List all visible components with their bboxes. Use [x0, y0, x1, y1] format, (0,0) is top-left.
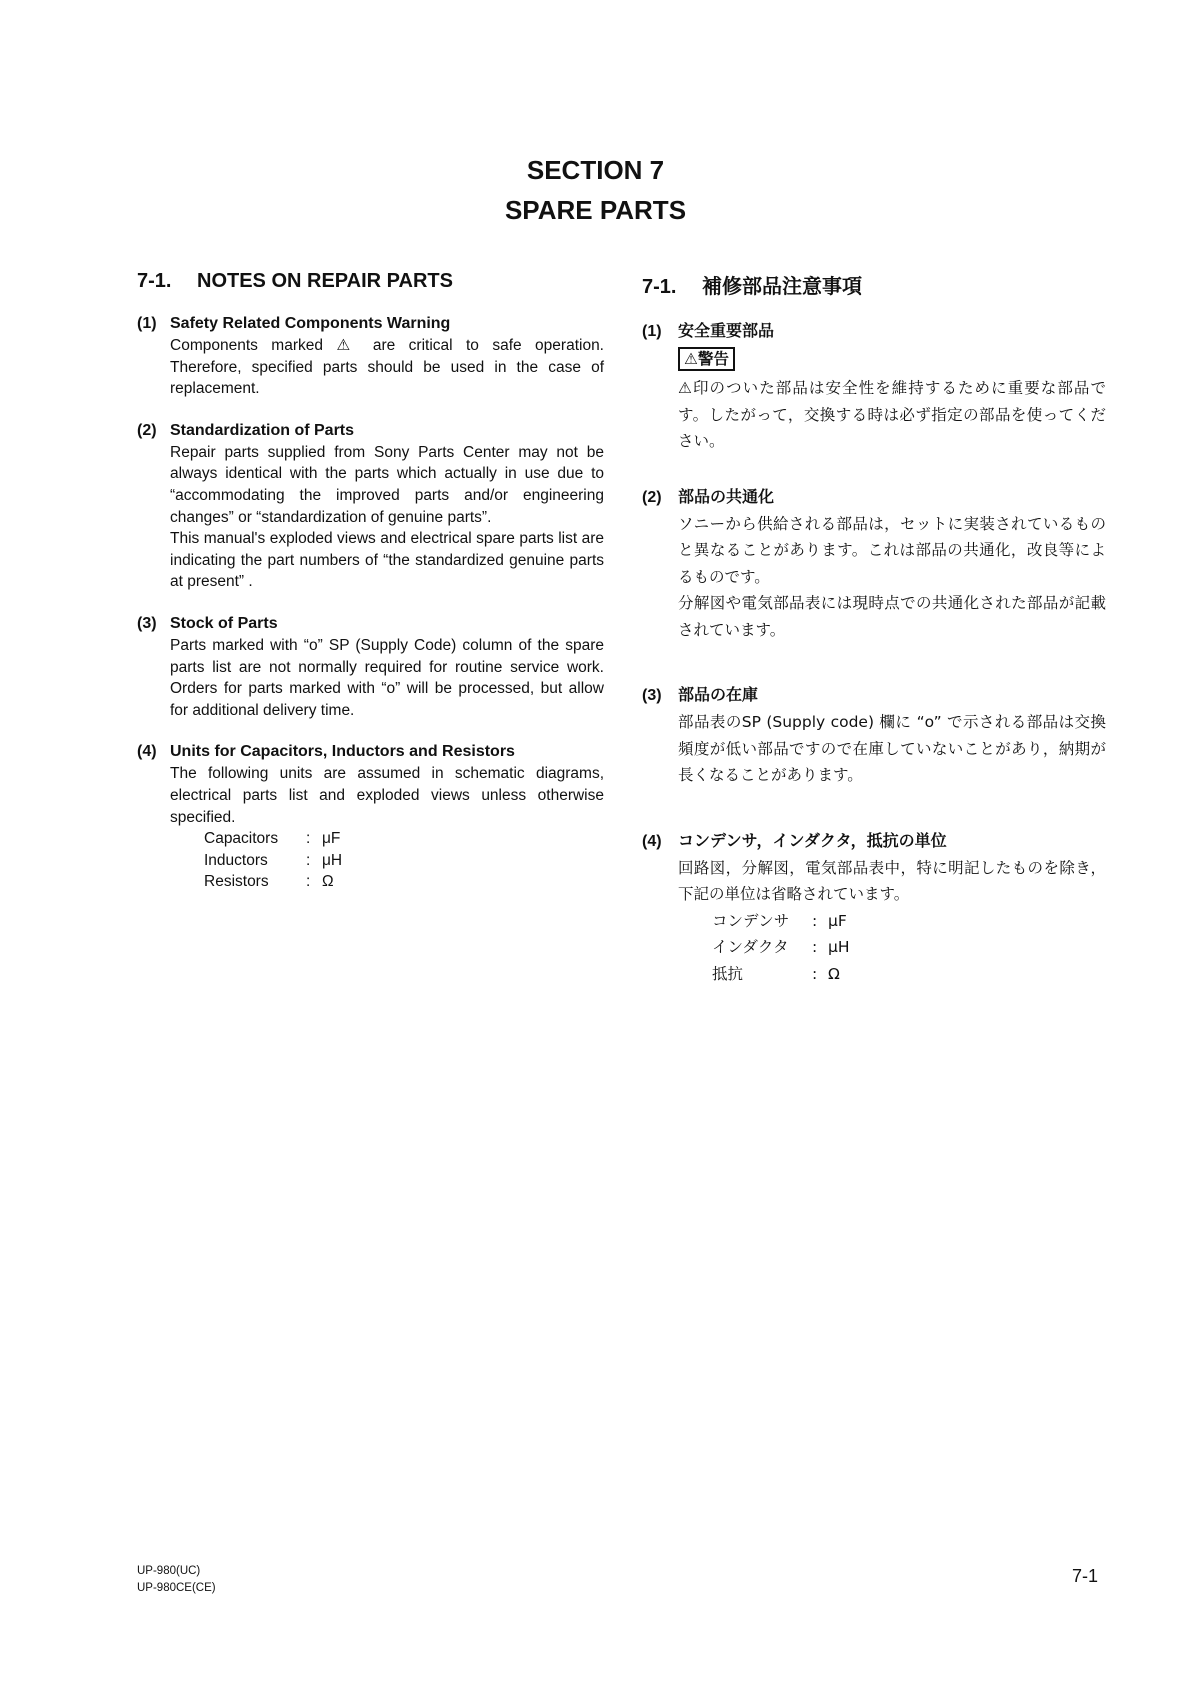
warning-triangle-icon: ⚠ — [684, 350, 698, 368]
item-units: (4) Units for Capacitors, Inductors and Resistors The following units are assumed in schematic diagrams, electrical parts list and exploded views unless otherwise specified. Capacitors : μF Inductors : μH Resistors : Ω — [137, 741, 604, 893]
item-title: 部品の在庫 — [678, 687, 759, 704]
item-safety-ja: (1) 安全重要部品 ⚠警告 ⚠印のついた部品は安全性を維持するために重要な部品です。したがって，交換する時は必ず指定の部品を使ってください。 — [642, 319, 1106, 455]
page-title — [0, 150, 1191, 230]
unit-row: 抵抗 : Ω — [712, 964, 840, 983]
unit-row: Inductors : μH — [204, 851, 343, 869]
warning-triangle-icon: ⚠ — [336, 337, 360, 354]
item-stock-ja: (3) 部品の在庫 部品表のSP (Supply code) 欄に “o” で示される部品は交換頻度が低い部品ですので在庫していないことがあり，納期が長くなることがあります。 — [642, 683, 1106, 789]
japanese-column — [642, 270, 1106, 1027]
units-table — [712, 908, 1106, 988]
item-units-ja: (4) コンデンサ，インダクタ，抵抗の単位 回路図，分解図，電気部品表中，特に明記したものを除き，下記の単位は省略されています。 コンデンサ : μF インダクタ : μH 抵抗 : Ω — [642, 829, 1106, 988]
english-column — [137, 270, 604, 913]
unit-row: インダクタ : μH — [712, 938, 850, 956]
unit-row: Capacitors : μF — [204, 830, 341, 848]
footer-model: UP-980(UC) UP-980CE(CE) — [137, 1565, 216, 1594]
unit-row: Resistors : Ω — [204, 873, 334, 891]
item-stock: (3) Stock of Parts Parts marked with “o” SP (Supply Code) column of the spare parts list are not normally required for routine service work. Orders for parts marked with “o” will be processed, but allow for additional delivery time. — [137, 614, 604, 719]
page-number: 7-1 — [1072, 1566, 1099, 1586]
unit-row: コンデンサ : μF — [712, 911, 847, 930]
section-name-heading: SPARE PARTS — [504, 195, 687, 225]
item-title: Safety Related Components Warning — [170, 315, 451, 332]
section-heading-en: 7-1. NOTES ON REPAIR PARTS — [137, 270, 453, 292]
item-title: Units for Capacitors, Inductors and Resistors — [170, 743, 515, 761]
item-title: コンデンサ，インダクタ，抵抗の単位 — [678, 832, 947, 850]
warning-triangle-icon: ⚠ — [678, 379, 693, 397]
item-title: 安全重要部品 — [678, 323, 775, 340]
item-standardization-ja: (2) 部品の共通化 ソニーから供給される部品は，セットに実装されているものと異なることがあります。これは部品の共通化，改良等によるものです。 分解図や電気部品表には現時点での共通化された部品が記載されています。 — [642, 485, 1106, 644]
units-table — [204, 828, 604, 893]
warning-box: ⚠警告 — [678, 347, 735, 371]
section-heading-ja: 7-1. 補修部品注意事項 — [642, 276, 862, 298]
item-title: Stock of Parts — [170, 614, 278, 632]
item-title: 部品の共通化 — [678, 488, 775, 506]
item-standardization: (2) Standardization of Parts Repair parts supplied from Sony Parts Center may not be always identical with the parts which actually in use due to “accommodating the improved parts and/or engineering changes” or “standardization of genuine parts”. This manual's exploded views and electrical spare parts list are indicating the part numbers of “the standardized genuine parts at present” . — [137, 421, 604, 591]
item-title: Standardization of Parts — [170, 421, 355, 439]
item-safety: (1) Safety Related Components Warning Components marked ⚠ are critical to safe operation. Therefore, specified parts should be used in the case of replacement. — [137, 315, 604, 398]
section-number-heading: SECTION 7 — [526, 155, 665, 185]
